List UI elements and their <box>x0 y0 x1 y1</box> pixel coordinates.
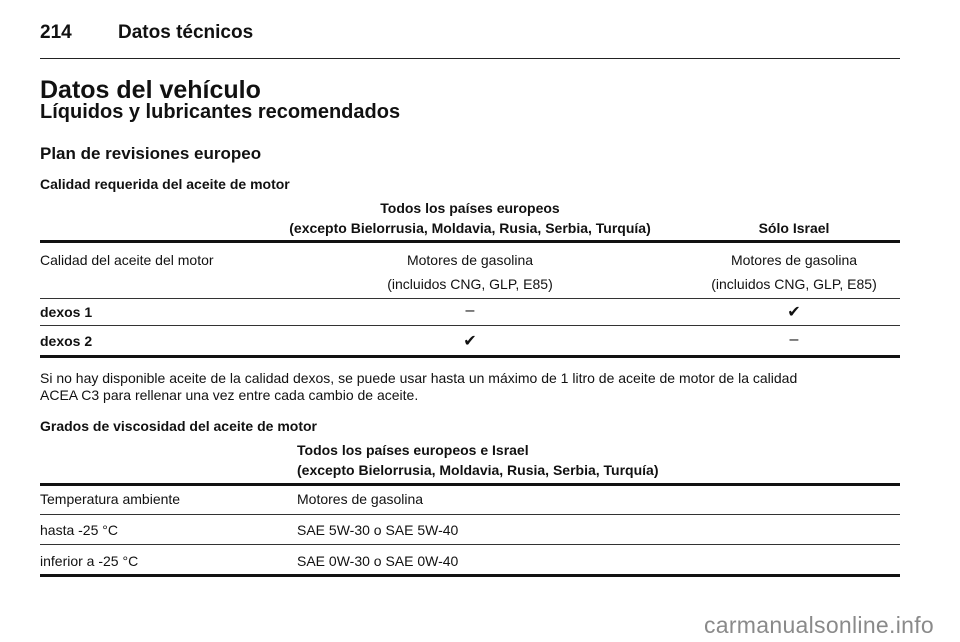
col-header-temperature: Temperatura ambiente <box>40 491 181 507</box>
viscosity-header-line1: Todos los países europeos e Israel <box>297 442 529 458</box>
dexos1-europe-dash: – <box>465 302 475 319</box>
europe-header-line1: Todos los países europeos <box>380 200 560 216</box>
heading-fluids-lubricants: Líquidos y lubricantes recomendados <box>40 101 401 123</box>
heading-vehicle-data: Datos del vehículo <box>40 76 261 104</box>
table-rule <box>40 355 900 358</box>
viscosity-table <box>40 440 900 580</box>
europe-engine-type: Motores de gasolina <box>406 252 534 268</box>
col-header-engine: Motores de gasolina <box>297 491 424 507</box>
table-rule <box>40 298 900 299</box>
dexos2-israel-dash: – <box>789 331 799 348</box>
dexos-note-paragraph <box>40 370 906 404</box>
dexos2-label: dexos 2 <box>40 333 93 349</box>
israel-engine-type: Motores de gasolina <box>730 252 858 268</box>
europe-engine-fuels: (incluidos CNG, GLP, E85) <box>387 276 553 292</box>
israel-engine-fuels: (incluidos CNG, GLP, E85) <box>711 276 877 292</box>
dexos1-label: dexos 1 <box>40 304 93 320</box>
dexos-note-line2: ACEA C3 para rellenar una vez entre cada cambio de aceite. <box>40 387 419 403</box>
grade-row1: SAE 5W-30 o SAE 5W-40 <box>297 522 459 538</box>
table-rule <box>40 483 900 486</box>
dexos1-israel-check-icon: ✔ <box>787 304 801 321</box>
page-header <box>40 20 900 59</box>
dexos-note-line1: Si no hay disponible aceite de la calidad dexos, se puede usar hasta un máximo de 1 litro de aceite de motor de la calidad <box>40 370 798 386</box>
table-rule <box>40 514 900 515</box>
table-rule <box>40 544 900 545</box>
temp-row1: hasta -25 °C <box>40 522 118 538</box>
page-number: 214 <box>40 22 72 43</box>
table-rule <box>40 240 900 243</box>
heading-oil-quality: Calidad requerida del aceite de motor <box>40 176 290 192</box>
section-title: Datos técnicos <box>118 22 254 43</box>
table-rule <box>40 325 900 326</box>
viscosity-header-line2: (excepto Bielorrusia, Moldavia, Rusia, Serbia, Turquía) <box>297 462 659 478</box>
heading-service-plan: Plan de revisiones europeo <box>40 144 262 163</box>
grade-row2: SAE 0W-30 o SAE 0W-40 <box>297 553 459 569</box>
temp-row2: inferior a -25 °C <box>40 553 139 569</box>
row-label-oil-quality: Calidad del aceite del motor <box>40 252 214 268</box>
watermark: carmanualsonline.info <box>703 612 934 638</box>
heading-viscosity: Grados de viscosidad del aceite de motor <box>40 418 317 434</box>
oil-quality-table <box>40 198 900 358</box>
table-rule <box>40 574 900 577</box>
israel-header: Sólo Israel <box>758 220 830 236</box>
europe-header-line2: (excepto Bielorrusia, Moldavia, Rusia, Serbia, Turquía) <box>289 220 651 236</box>
dexos2-europe-check-icon: ✔ <box>463 333 477 350</box>
